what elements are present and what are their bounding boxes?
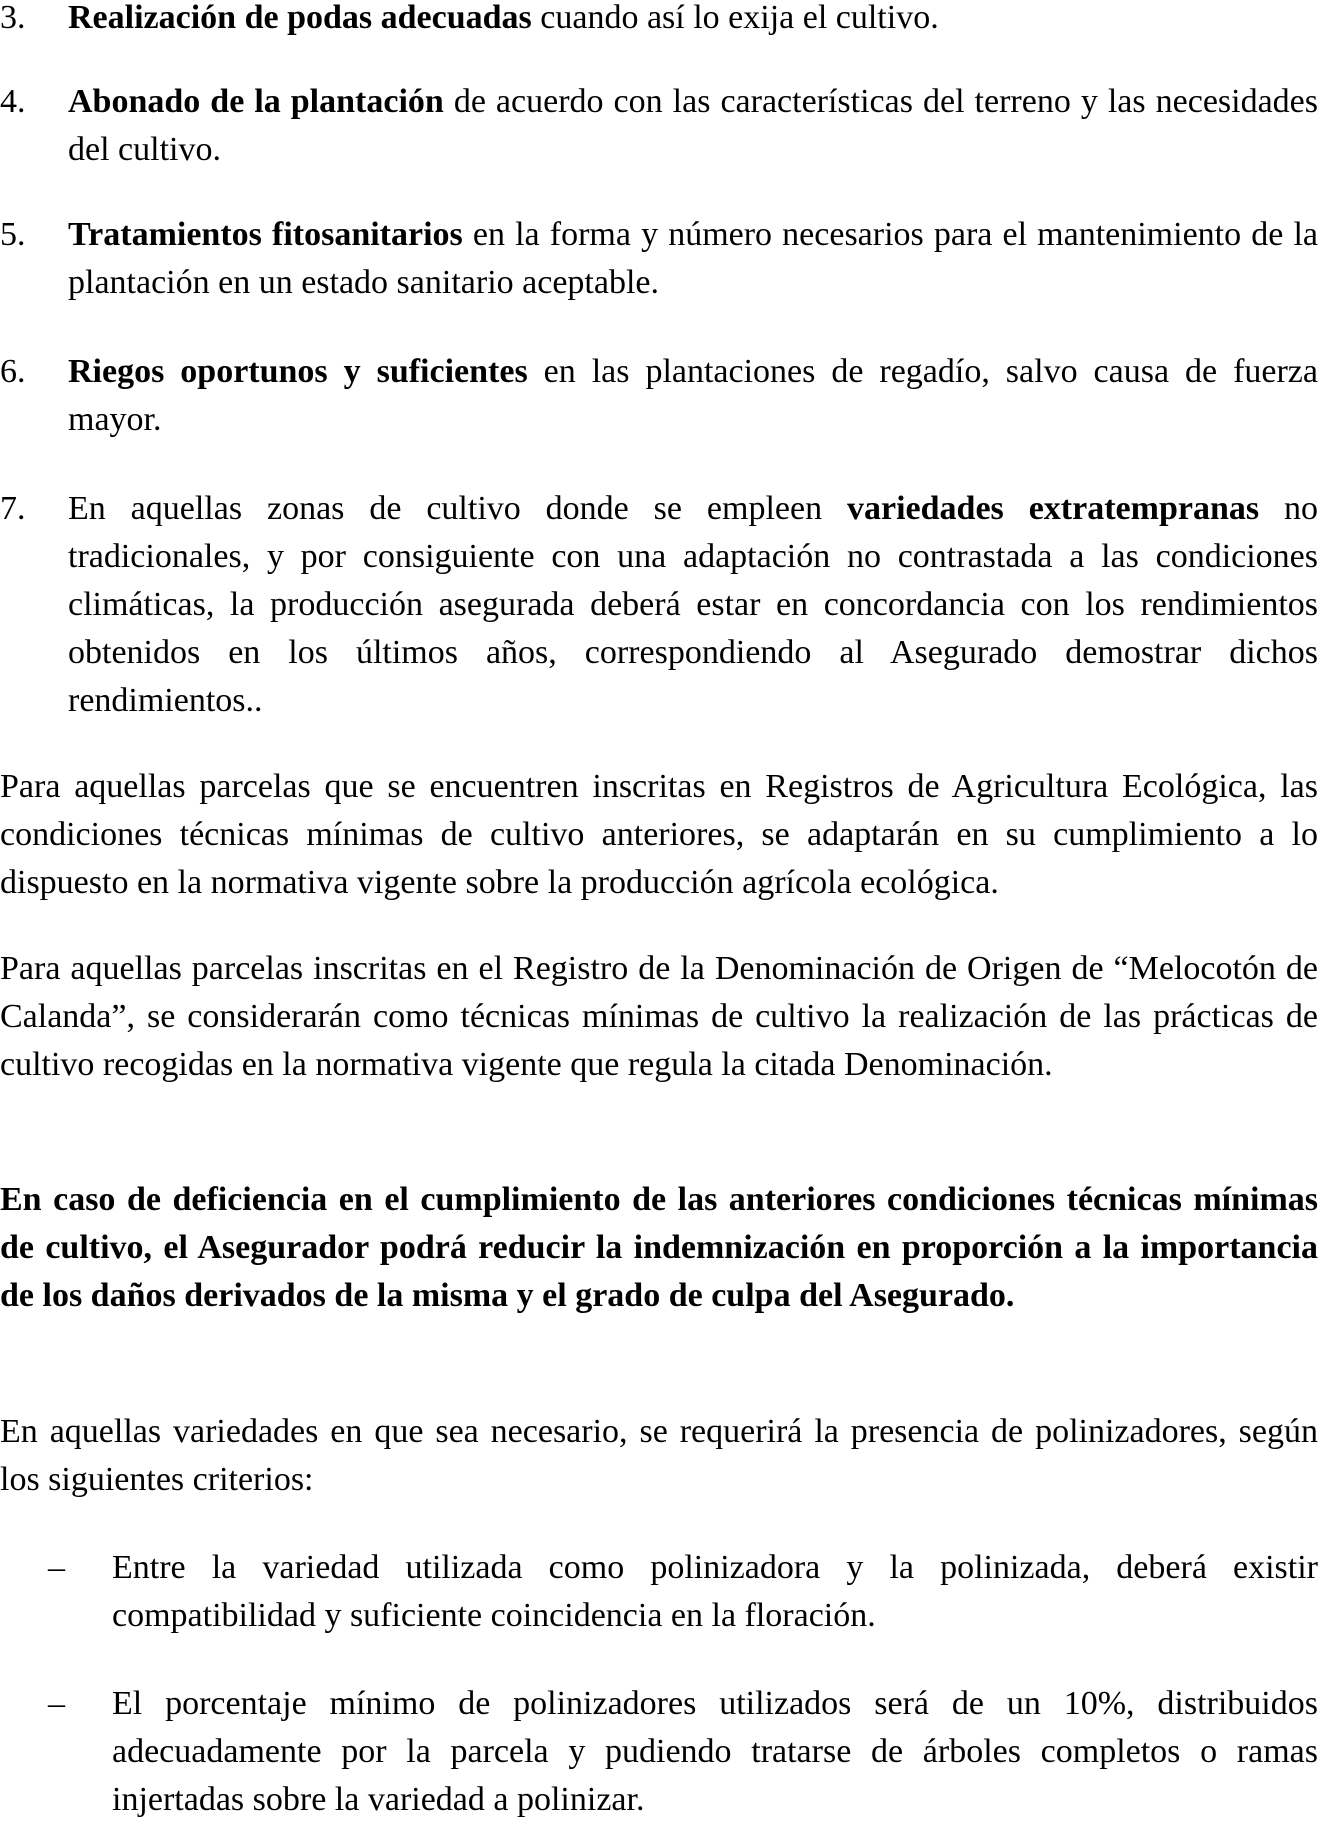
list-item-6 — [0, 348, 1318, 444]
list-item-rest: no tradicionales, y por consiguiente con una adaptación no contrastada a las condiciones climáticas, la producción asegurada deberá estar en concordancia con los rendimientos obtenidos en los últimos años, correspondiendo al Asegurado demostrar dichos rendimientos.. — [68, 490, 1319, 719]
dash-item-text: El porcentaje mínimo de polinizadores utilizados será de un 10%, distribuidos adecuadamente por la parcela y pudiendo tratarse de árboles completos o ramas injertadas sobre la variedad a polinizar. — [112, 1685, 1318, 1818]
paragraph-deficiencia: En caso de deficiencia en el cumplimiento de las anteriores condiciones técnicas mínimas de cultivo, el Asegurador podrá reducir la indemnización en proporción a la importancia de los daños derivados de la misma y el grado de culpa del Asegurado. — [0, 1181, 1318, 1314]
list-item-rest: en la forma y número necesarios para el mantenimiento de la plantación en un estado sanitario aceptable. — [68, 216, 1318, 301]
list-item-bold: Realización de podas adecuadas — [68, 0, 532, 36]
list-item-3 — [0, 0, 1318, 42]
dash-item-text: Entre la variedad utilizada como polinizadora y la polinizada, deberá existir compatibilidad y suficiente coincidencia en la floración. — [112, 1549, 1318, 1634]
list-item-7 — [0, 485, 1318, 725]
list-item-text — [68, 211, 1318, 307]
dash-marker: – — [48, 1685, 65, 1722]
paragraph-polinizadores-intro: En aquellas variedades en que sea necesario, se requerirá la presencia de polinizadores, según los siguientes criterios: — [0, 1413, 1318, 1498]
dash-list-item — [0, 1680, 1318, 1824]
list-item-rest: cuando así lo exija el cultivo. — [531, 0, 939, 36]
paragraph-denominacion: Para aquellas parcelas inscritas en el Registro de la Denominación de Origen de “Melocotón de Calanda”, se considerarán como técnicas mínimas de cultivo la realización de las prácticas de cultivo recogidas en la normativa vigente que regula la citada Denominación. — [0, 950, 1318, 1083]
list-item-bold: Tratamientos fitosanitarios — [68, 216, 463, 253]
list-item-number: 5. — [0, 216, 26, 253]
list-item-bold: Riegos oportunos y suficientes — [68, 353, 528, 390]
list-item-text — [68, 0, 1318, 42]
list-item-number: 4. — [0, 83, 26, 120]
dash-marker: – — [48, 1549, 65, 1586]
list-item-5 — [0, 211, 1318, 307]
list-item-bold: Abonado de la plantación — [68, 83, 444, 120]
list-item-4 — [0, 78, 1318, 174]
dash-list-item — [0, 1544, 1318, 1640]
list-item-bold: variedades extratempranas — [847, 490, 1260, 527]
list-item-rest: en las plantaciones de regadío, salvo causa de fuerza mayor. — [68, 353, 1318, 438]
list-item-text — [68, 348, 1318, 444]
list-item-before: En aquellas zonas de cultivo donde se empleen — [68, 490, 848, 527]
list-item-number: 7. — [0, 490, 26, 527]
list-item-text — [68, 78, 1318, 174]
list-item-number: 3. — [0, 0, 26, 36]
list-item-rest: de acuerdo con las características del terreno y las necesidades del cultivo. — [68, 83, 1318, 168]
paragraph-ecologica: Para aquellas parcelas que se encuentren inscritas en Registros de Agricultura Ecológica, las condiciones técnicas mínimas de cultivo anteriores, se adaptarán en su cumplimiento a lo dispuesto en la normativa vigente sobre la producción agrícola ecológica. — [0, 768, 1318, 901]
list-item-text — [68, 485, 1318, 725]
list-item-number: 6. — [0, 353, 26, 390]
